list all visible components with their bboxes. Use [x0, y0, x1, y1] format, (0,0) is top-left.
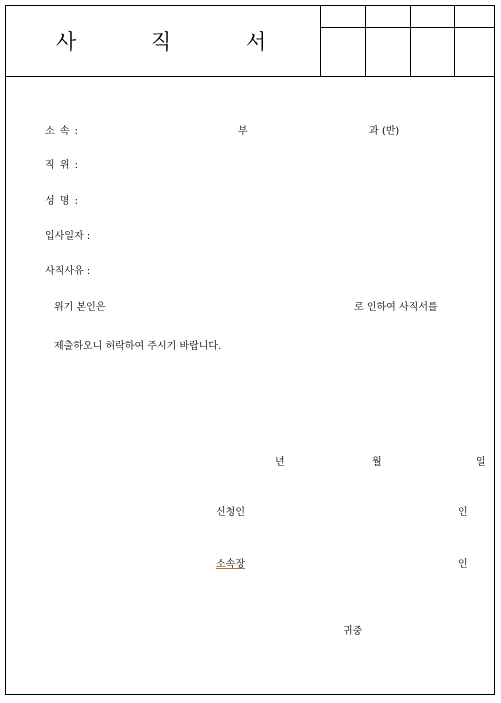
- body-line1-right: 로 인하여 사직서를: [354, 302, 438, 313]
- reason-label: 사직사유 :: [45, 266, 91, 277]
- approval-cell: [454, 6, 495, 28]
- approval-cell: [321, 6, 365, 28]
- approval-cell: [365, 6, 410, 28]
- department-head-label: 소속장: [216, 559, 245, 570]
- approval-grid: [320, 6, 495, 76]
- department-head-seal: 인: [458, 559, 468, 570]
- affiliation-label: 소 속 :: [45, 126, 80, 137]
- form-header: [6, 6, 494, 77]
- approval-cell: [365, 28, 410, 76]
- section-suffix: 과 (반): [369, 126, 400, 137]
- name-label: 성 명 :: [45, 196, 80, 207]
- approval-cell: [321, 28, 365, 76]
- addressee-honorific: 귀중: [343, 626, 363, 637]
- date-month: 월: [372, 457, 382, 468]
- date-day: 일: [476, 457, 486, 468]
- hire-date-label: 입사일자 :: [45, 231, 91, 242]
- date-year: 년: [275, 457, 285, 468]
- approval-cell: [454, 28, 495, 76]
- approval-cell: [410, 6, 454, 28]
- applicant-label: 신청인: [216, 507, 245, 518]
- dept-suffix: 부: [238, 126, 248, 137]
- body-line2: 제출하오니 허락하여 주시기 바랍니다.: [54, 341, 222, 352]
- approval-cell: [410, 28, 454, 76]
- page-title: 사 직 서: [55, 30, 301, 54]
- position-label: 직 위 :: [45, 160, 80, 171]
- body-line1-left: 위기 본인은: [54, 302, 106, 313]
- applicant-seal: 인: [458, 507, 468, 518]
